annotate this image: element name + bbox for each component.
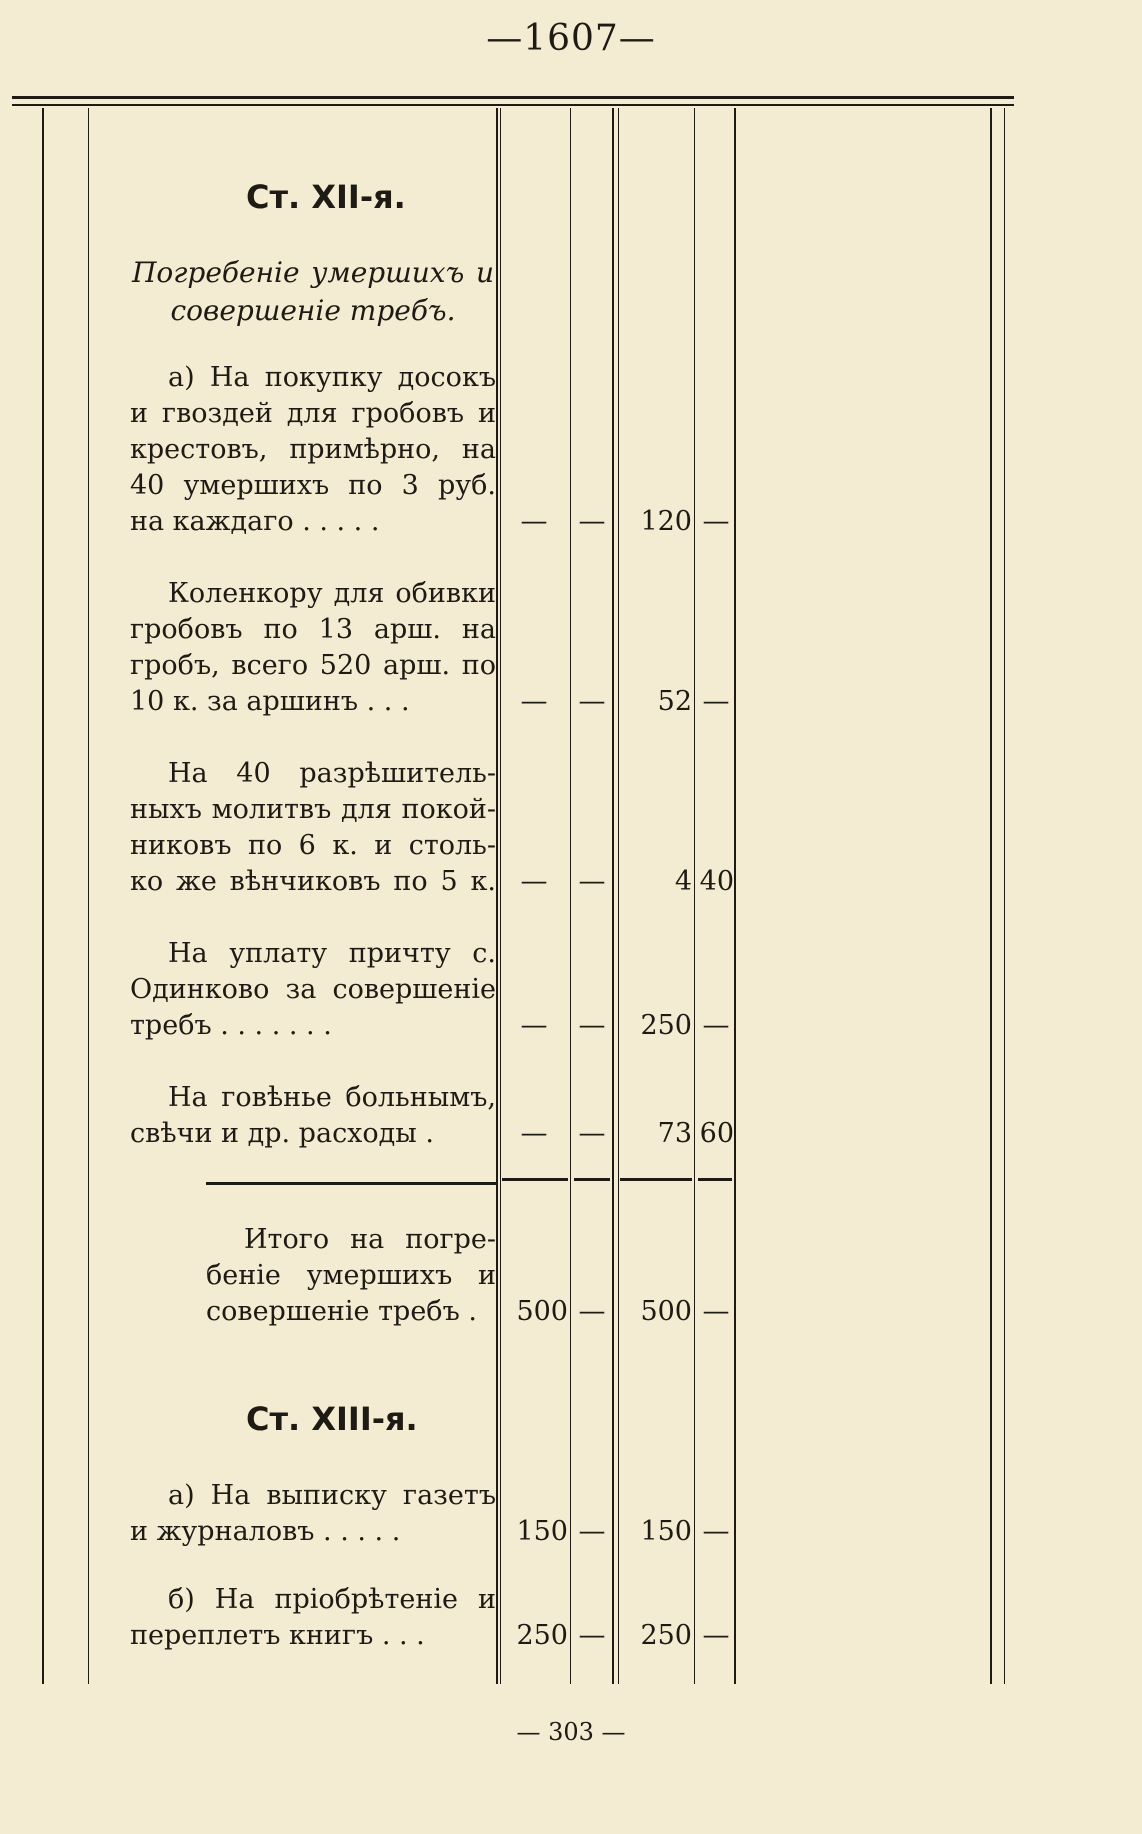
- total-kop: —: [702, 1296, 730, 1327]
- col1-line: [570, 108, 571, 1684]
- item-c-rub: 4: [674, 866, 692, 897]
- item-13b-col1: 250: [516, 1620, 568, 1651]
- item-b-kop: —: [702, 686, 730, 717]
- total-rule-col1: [502, 1178, 568, 1181]
- total-rub: 500: [640, 1296, 692, 1327]
- item-e-kop: 60: [699, 1118, 734, 1149]
- total-rule-col2: [574, 1178, 610, 1181]
- item-d-rub: 250: [640, 1010, 692, 1041]
- section-12-subheading-1: Погребеніе умершихъ и: [132, 256, 494, 289]
- item-a-rub: 120: [640, 506, 692, 537]
- item-d-kop: —: [702, 1010, 730, 1041]
- text-column-line-2: [500, 108, 501, 1684]
- item-c-kop: 40: [699, 866, 734, 897]
- top-rule: [12, 96, 1014, 99]
- right-border-2: [1004, 108, 1005, 1684]
- section-12-subheading-2: совершеніе требъ.: [170, 294, 456, 327]
- item-a-kop: —: [702, 506, 730, 537]
- item-c-col2: —: [578, 866, 606, 897]
- col2-line-2: [618, 108, 619, 1684]
- item-b-col1: —: [520, 686, 548, 717]
- item-a-text: а) На покупку досокъ и гвоздей для гробовъ и крестовъ, примѣрно, на 40 умершихъ по 3 руб. на каждаго . . . . .: [130, 362, 496, 537]
- left-border: [42, 108, 44, 1684]
- item-13a-col1: 150: [516, 1516, 568, 1547]
- col2-line: [612, 108, 614, 1684]
- total-col1: 500: [516, 1296, 568, 1327]
- item-13a-kop: —: [702, 1516, 730, 1547]
- item-13b-rub: 250: [640, 1620, 692, 1651]
- text-column-line: [496, 108, 498, 1684]
- total-rule-kop: [698, 1178, 732, 1181]
- total-rule-text: [206, 1182, 498, 1185]
- item-b-col2: —: [578, 686, 606, 717]
- item-d-col1: —: [520, 1010, 548, 1041]
- kop-line: [734, 108, 736, 1684]
- item-d-col2: —: [578, 1010, 606, 1041]
- total-rule-rub: [620, 1178, 692, 1181]
- item-e-col1: —: [520, 1118, 548, 1149]
- item-b-rub: 52: [657, 686, 692, 717]
- total-col2: —: [578, 1296, 606, 1327]
- section-13-heading: Ст. XIII-я.: [246, 1400, 418, 1438]
- top-rule-thin: [12, 104, 1014, 106]
- item-e-text: На говѣнье больнымъ, свѣчи и др. расходы .: [130, 1082, 496, 1149]
- item-c-text: На 40 разрѣшитель- ныхъ молитвъ для покой- никовъ по 6 к. и столь- ко же вѣнчиковъ по 5 к.: [130, 758, 496, 897]
- item-e-rub: 73: [657, 1118, 692, 1149]
- item-13b-kop: —: [702, 1620, 730, 1651]
- left-margin-line: [88, 108, 89, 1684]
- item-13a-text: а) На выписку газетъ и журналовъ . . . . .: [130, 1480, 496, 1547]
- item-13b-text: б) На пріобрѣтеніе и переплетъ книгъ . . .: [130, 1584, 496, 1651]
- item-a-col1: —: [520, 506, 548, 537]
- item-13a-rub: 150: [640, 1516, 692, 1547]
- item-13b-col2: —: [578, 1620, 606, 1651]
- item-13a-col2: —: [578, 1516, 606, 1547]
- page-number-bottom: — 303 —: [516, 1718, 626, 1746]
- section-12-heading: Ст. XII-я.: [246, 178, 406, 216]
- item-b-text: Коленкору для обивки гробовъ по 13 арш. на гробъ, всего 520 арш. по 10 к. за аршинъ . . .: [130, 578, 496, 717]
- item-e-col2: —: [578, 1118, 606, 1149]
- total-text: Итого на погре- беніе умершихъ и совершеніе требъ .: [206, 1224, 496, 1327]
- right-border: [990, 108, 992, 1684]
- page-number-top: —1607—: [486, 18, 656, 59]
- item-a-col2: —: [578, 506, 606, 537]
- item-d-text: На уплату причту с. Одинково за совершеніе требъ . . . . . . .: [130, 938, 496, 1041]
- rub-line: [694, 108, 695, 1684]
- item-c-col1: —: [520, 866, 548, 897]
